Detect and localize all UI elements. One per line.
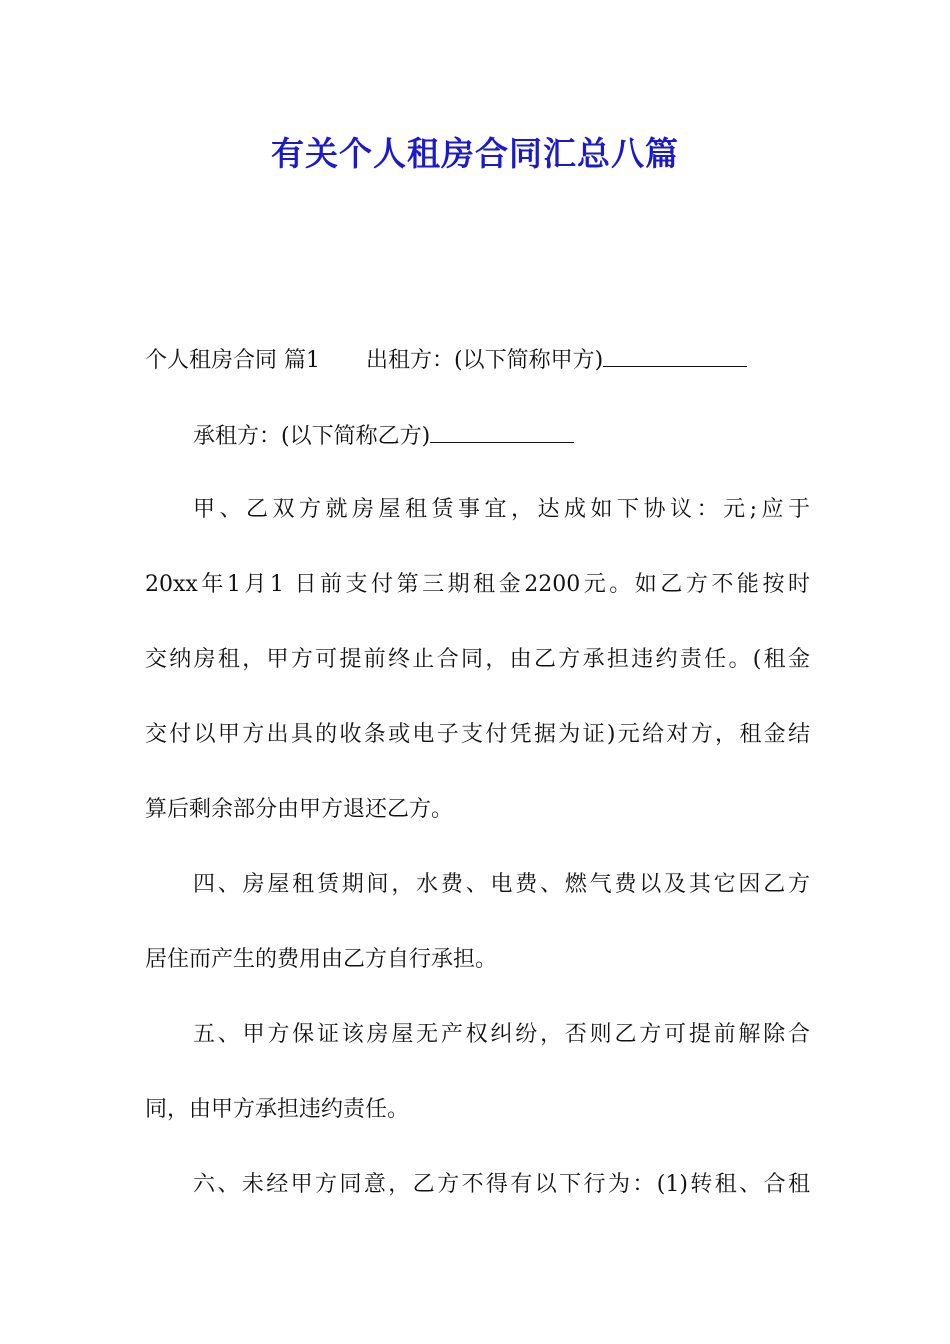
paragraph-line: 同，由甲方承担违约责任。 [145, 1097, 410, 1122]
paragraph-line: 交付以甲方出具的收条或电子支付凭据为证)元给对方，租金结 [145, 722, 810, 747]
paragraph-line: 居住而产生的费用由乙方自行承担。 [145, 947, 498, 972]
lessor-blank [603, 344, 747, 367]
paragraph-line: 20xx年1月1 日前支付第三期租金2200元。如乙方不能按时 [145, 572, 810, 597]
lessee-blank [430, 420, 574, 443]
lessee-line [145, 420, 810, 452]
paragraph-line: 算后剩余部分由甲方退还乙方。 [145, 797, 454, 822]
lessee-label: 承租方：(以下简称乙方) [193, 424, 431, 449]
paragraph-line: 六、未经甲方同意，乙方不得有以下行为：(1)转租、合租 [193, 1172, 810, 1197]
document-title: 有关个人租房合同汇总八篇 [271, 134, 679, 173]
paragraph-line: 甲、乙双方就房屋租赁事宜，达成如下协议：元;应于 [193, 497, 810, 522]
paragraph-line: 交纳房租，甲方可提前终止合同，由乙方承担违约责任。(租金 [145, 647, 810, 672]
lessor-label: 出租方：(以下简称甲方) [366, 348, 604, 373]
paragraph-line: 五、甲方保证该房屋无产权纠纷，否则乙方可提前解除合 [193, 1022, 810, 1047]
contract-heading-line [145, 344, 810, 376]
paragraph-line: 四、房屋租赁期间，水费、电费、燃气费以及其它因乙方 [193, 872, 810, 897]
contract-heading-label: 个人租房合同 篇1 [145, 348, 320, 373]
